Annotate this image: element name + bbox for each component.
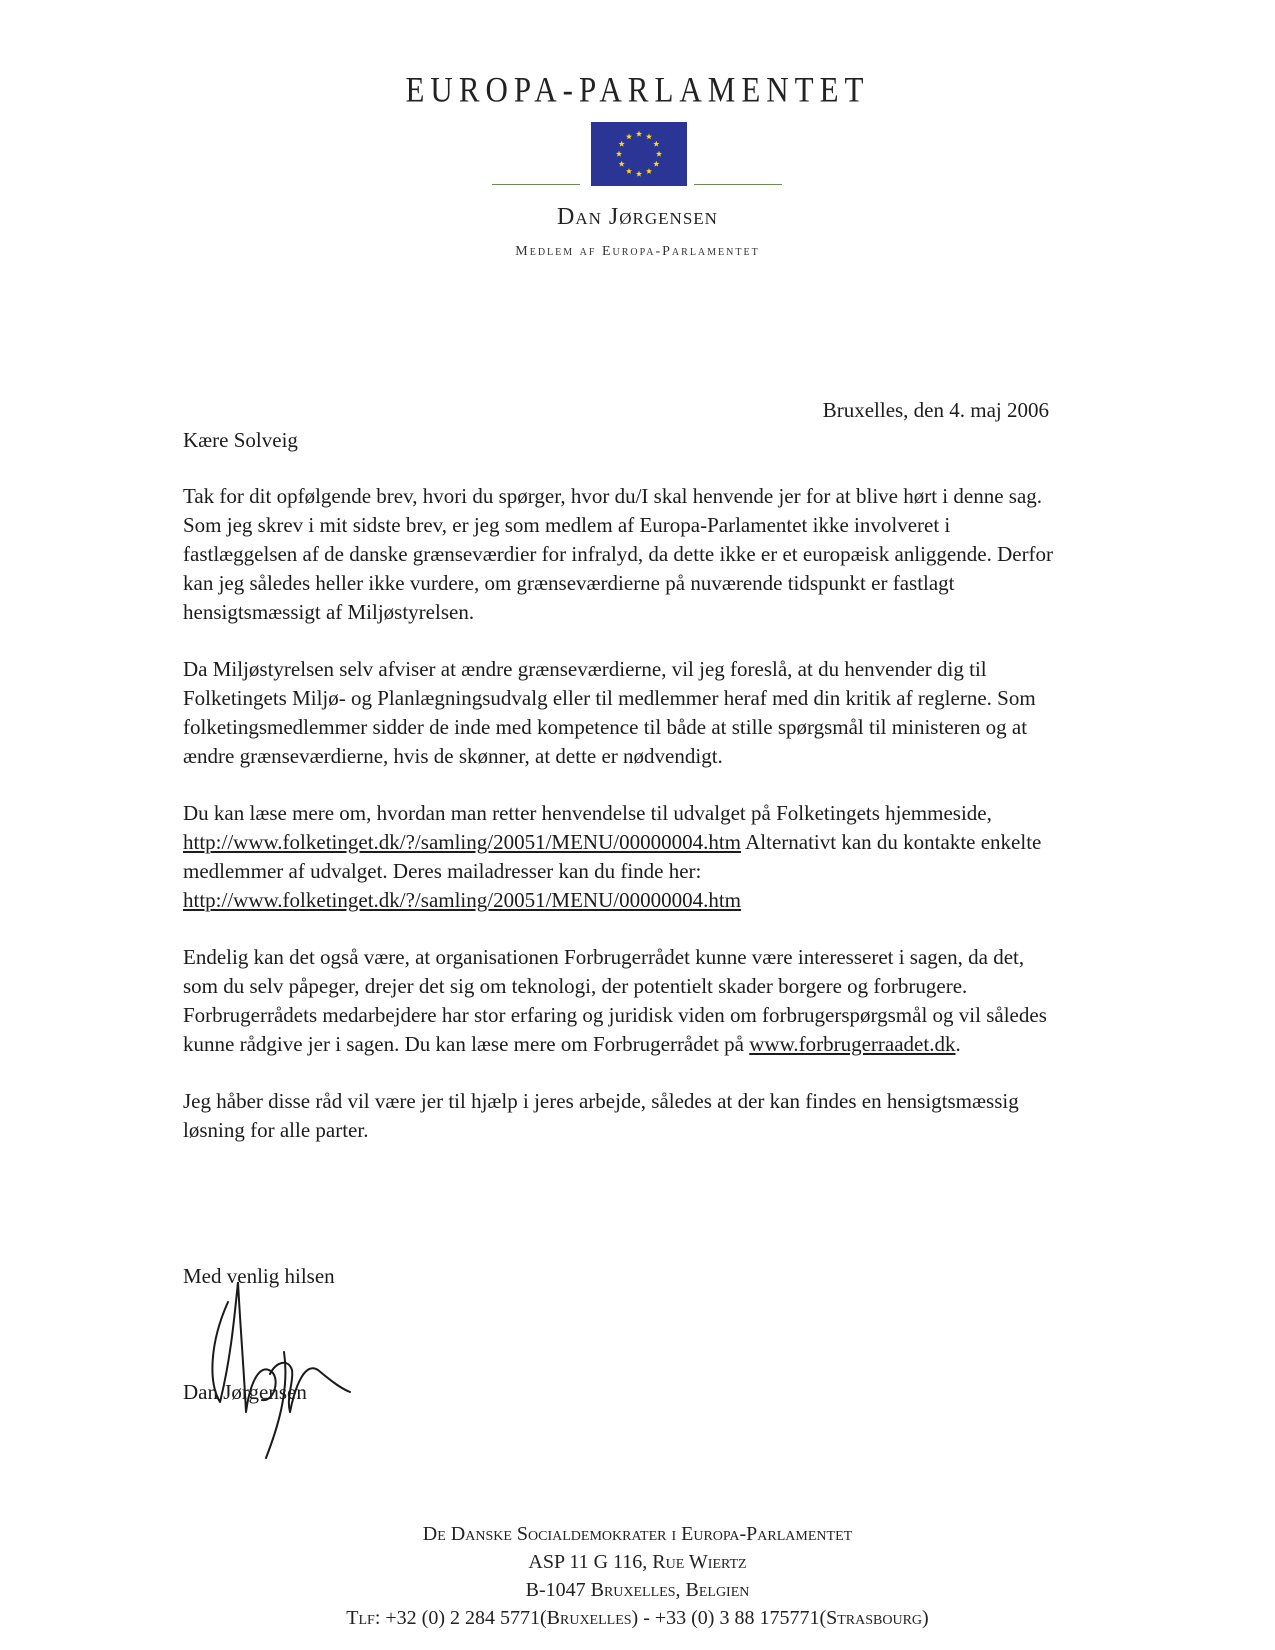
flag-star-icon [619, 141, 625, 147]
eu-flag-stars [591, 122, 687, 186]
flag-star-icon [636, 171, 642, 177]
paragraph-4-text-b: . [955, 1032, 961, 1056]
signer-name: Dan Jørgensen [183, 1380, 307, 1404]
flag-star-icon [636, 131, 642, 137]
letterhead-emblem [0, 122, 1275, 186]
paragraph-5: Jeg håber disse råd vil være jer til hjælp i jeres arbejde, således at der kan findes en hensigtsmæssig løsning for alle parter. [183, 1089, 1019, 1142]
letter-body [183, 482, 1063, 1173]
closing: Med venlig hilsen [183, 1264, 335, 1288]
signature-icon [200, 1262, 360, 1462]
paragraph-4-text-a: Endelig kan det også være, at organisationen Forbrugerrådet kunne være interesseret i sagen, da det, som du selv påpeger, drejer det sig om teknologi, der potentielt skader borgere og forbrugere. Forbrugerrådets medarbejdere har stor erfaring og juridisk viden om forbrugerspørgsmål og vil således kunne rådgive jer i sagen. Du kan læse mere om Forbrugerrådet på [183, 945, 1047, 1056]
footer-address [0, 1520, 1275, 1632]
flag-star-icon [619, 161, 625, 167]
footer-street: ASP 11 G 116, Rue Wiertz [528, 1551, 747, 1573]
paragraph-3-text-a: Du kan læse mere om, hvordan man retter henvendelse til udvalget på Folketingets hjemmeside, [183, 801, 992, 825]
footer-phone: Tlf: +32 (0) 2 284 5771(Bruxelles) - +33 (0) 3 88 175771(Strasbourg) [346, 1607, 929, 1629]
flag-star-icon [656, 151, 662, 157]
folketinget-link-2[interactable]: http://www.folketinget.dk/?/samling/20051/MENU/00000004.htm [183, 888, 742, 912]
folketinget-link-1[interactable]: http://www.folketinget.dk/?/samling/20051/MENU/00000004.htm [183, 830, 742, 854]
paragraph-3-text-b: Alternativt kan du kontakte enkelte medlemmer af udvalget. Deres mailadresser kan du finde her: [183, 830, 1042, 883]
eu-flag-icon [591, 122, 687, 186]
paragraph-3 [183, 799, 1063, 915]
member-role: Medlem af Europa-Parlamentet [515, 244, 760, 259]
letterhead-rule-left [492, 184, 580, 185]
flag-star-icon [616, 151, 622, 157]
flag-star-icon [646, 133, 652, 139]
letter-date: Bruxelles, den 4. maj 2006 [822, 398, 1049, 422]
paragraph-2: Da Miljøstyrelsen selv afviser at ændre grænseværdierne, vil jeg foreslå, at du henvender dig til Folketingets Miljø- og Planlægningsudvalg eller til medlemmer heraf med din kritik af reglerne. Som folketingsmedlemmer sidder de inde med kompetence til både at stille spørgsmål til ministeren og at ændre grænseværdierne, hvis de skønner, at dette er nødvendigt. [183, 657, 1036, 768]
paragraph-4 [183, 943, 1063, 1059]
forbrugerraadet-link[interactable]: www.forbrugerraadet.dk [749, 1032, 956, 1056]
flag-star-icon [653, 161, 659, 167]
flag-star-icon [626, 133, 632, 139]
member-name: Dan Jørgensen [557, 204, 718, 230]
letterhead-rule-right [694, 184, 782, 185]
footer-city: B-1047 Bruxelles, Belgien [525, 1579, 750, 1601]
org-title: EUROPA-PARLAMENTET [405, 69, 870, 110]
flag-star-icon [653, 141, 659, 147]
paragraph-1: Tak for dit opfølgende brev, hvori du spørger, hvor du/I skal henvende jer for at blive hørt i denne sag. Som jeg skrev i mit sidste brev, er jeg som medlem af Europa-Parlamentet ikke involveret i fastlæggelsen af de danske grænseværdier for infralyd, da dette ikke er et europæisk anliggende. Derfor kan jeg således heller ikke vurdere, om grænseværdierne på nuværende tidspunkt er fastlagt hensigtsmæssigt af Miljøstyrelsen. [183, 484, 1054, 624]
footer-org: De Danske Socialdemokrater i Europa-Parlamentet [422, 1523, 853, 1545]
flag-star-icon [626, 168, 632, 174]
flag-star-icon [646, 168, 652, 174]
salutation: Kære Solveig [183, 428, 298, 452]
